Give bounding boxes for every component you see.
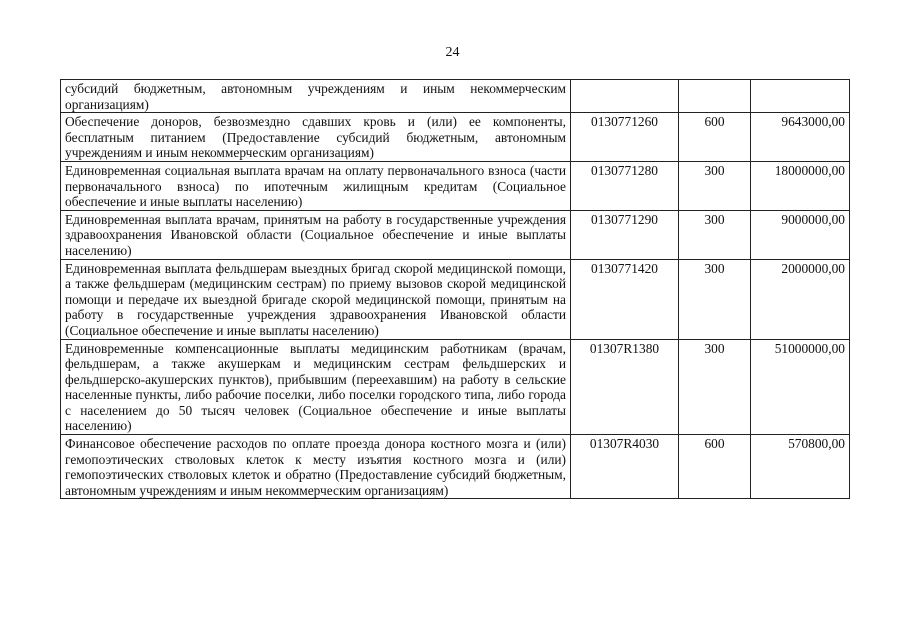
row-expense-type: 300 — [679, 210, 751, 259]
table-row — [61, 80, 850, 113]
row-target-code: 0130771420 — [571, 259, 679, 339]
row-description: Финансовое обеспечение расходов по оплате проезда донора костного мозга и (или) гемопоэтических стволовых клеток к месту изъятия костного мозга и (или) гемопоэтических стволовых клеток и обратно (Предоставление субсидий бюджетным, автономным учреждениям и иным некоммерческим организациям) — [61, 435, 571, 499]
row-expense-type: 600 — [679, 113, 751, 162]
row-description: Единовременная выплата врачам, принятым на работу в государственные учреждения здравоохранения Ивановской области (Социальное обеспечение и иные выплаты населению) — [61, 210, 571, 259]
table-row — [61, 161, 850, 210]
table-row — [61, 259, 850, 339]
page-number: 24 — [445, 45, 460, 60]
budget-table-body — [61, 80, 850, 499]
table-row — [61, 339, 850, 435]
row-description: субсидий бюджетным, автономным учреждениям и иным некоммерческим организациям) — [61, 80, 571, 113]
row-target-code: 0130771260 — [571, 113, 679, 162]
row-target-code: 0130771280 — [571, 161, 679, 210]
row-expense-type: 300 — [679, 161, 751, 210]
budget-table — [60, 79, 850, 499]
row-target-code: 01307R1380 — [571, 339, 679, 435]
row-expense-type — [679, 80, 751, 113]
row-description: Обеспечение доноров, безвозмездно сдавших кровь и (или) ее компоненты, бесплатным питанием (Предоставление субсидий бюджетным, автономным учреждениям и иным некоммерческим организациям) — [61, 113, 571, 162]
row-target-code — [571, 80, 679, 113]
row-amount: 9643000,00 — [751, 113, 850, 162]
table-row — [61, 210, 850, 259]
row-description: Единовременные компенсационные выплаты медицинским работникам (врачам, фельдшерам, а также акушеркам и медицинским сестрам фельдшерских и фельдшерско-акушерских пунктов), прибывшим (переехавшим) на работу в сельские населенные пункты, либо рабочие поселки, либо поселки городского типа, либо города с населением до 50 тысяч человек (Социальное обеспечение и иные выплаты населению) — [61, 339, 571, 435]
row-expense-type: 300 — [679, 339, 751, 435]
row-expense-type: 600 — [679, 435, 751, 499]
row-expense-type: 300 — [679, 259, 751, 339]
row-description: Единовременная социальная выплата врачам на оплату первоначального взноса (части первоначального взноса) по ипотечным жилищным кредитам (Социальное обеспечение и иные выплаты населению) — [61, 161, 571, 210]
row-amount: 9000000,00 — [751, 210, 850, 259]
row-description: Единовременная выплата фельдшерам выездных бригад скорой медицинской помощи, а также фельдшерам (медицинским сестрам) по приему вызовов скорой медицинской помощи и передаче их выездной бригаде скорой медицинской помощи, принятым на работу в государственные учреждения здравоохранения Ивановской области (Социальное обеспечение и иные выплаты населению) — [61, 259, 571, 339]
table-row — [61, 113, 850, 162]
row-target-code: 01307R4030 — [571, 435, 679, 499]
table-row — [61, 435, 850, 499]
row-amount: 570800,00 — [751, 435, 850, 499]
row-amount — [751, 80, 850, 113]
row-amount: 18000000,00 — [751, 161, 850, 210]
row-amount: 51000000,00 — [751, 339, 850, 435]
row-target-code: 0130771290 — [571, 210, 679, 259]
row-amount: 2000000,00 — [751, 259, 850, 339]
